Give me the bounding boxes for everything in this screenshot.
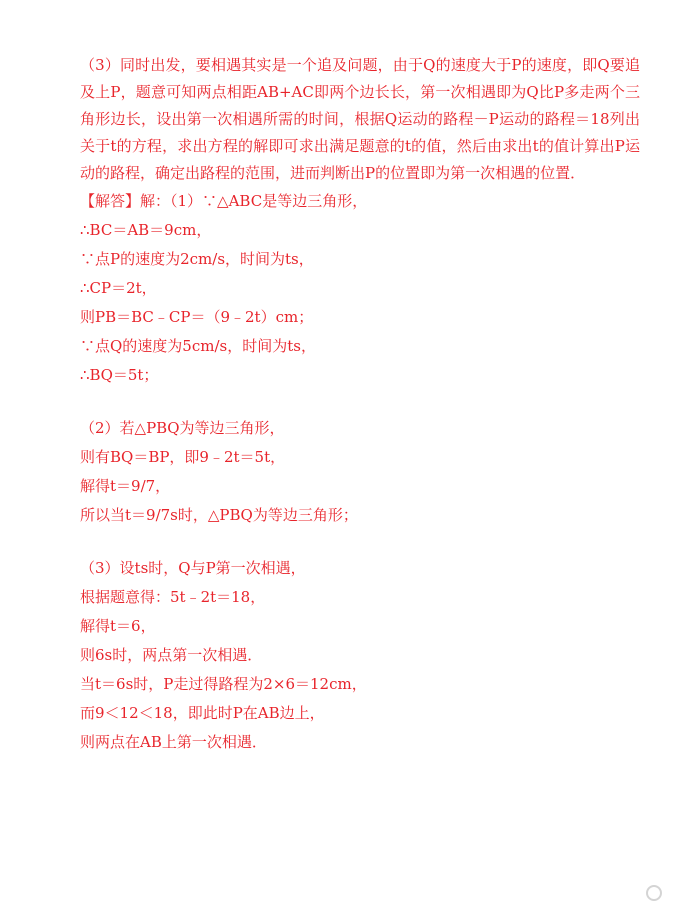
answer-section-2 — [80, 414, 640, 530]
answer-line: ∵点Q的速度为5cm/s，时间为ts， — [80, 337, 316, 355]
answer-line: ∴CP＝2t， — [80, 279, 157, 297]
answer-line: 则PB＝BC﹣CP＝（9﹣2t）cm； — [80, 308, 314, 326]
section-spacer — [80, 530, 640, 554]
answer-section-1 — [80, 187, 640, 390]
answer-line: 根据题意得：5t﹣2t＝18， — [80, 588, 266, 606]
section-spacer — [80, 390, 640, 414]
answer-line: 解得t＝6， — [80, 617, 156, 635]
answer-line: 则有BQ＝BP，即9﹣2t＝5t， — [80, 448, 286, 466]
answer-line: （3）设ts时，Q与P第一次相遇， — [80, 559, 306, 577]
answer-section-3 — [80, 554, 640, 757]
answer-line: ∴BC＝AB＝9cm， — [80, 221, 212, 239]
answer-line: 而9＜12＜18，即此时P在AB边上， — [80, 704, 325, 722]
answer-line: ∵点P的速度为2cm/s，时间为ts， — [80, 250, 314, 268]
solution-content — [80, 52, 640, 757]
answer-line: 当t＝6s时，P走过得路程为2×6＝12cm， — [80, 675, 367, 693]
watermark-logo-icon — [646, 885, 662, 901]
answer-line: 则两点在AB上第一次相遇． — [80, 733, 267, 751]
answer-line: 【解答】解：（1）∵△ABC是等边三角形， — [80, 192, 368, 210]
answer-line: 解得t＝9/7， — [80, 477, 171, 495]
answer-line: 则6s时，两点第一次相遇． — [80, 646, 263, 664]
analysis-paragraph: （3）同时出发，要相遇其实是一个追及问题，由于Q的速度大于P的速度，即Q要追及上P，题意可知两点相距AB+AC即两个边长长，第一次相遇即为Q比P多走两个三角形边长，设出第一次相遇所需的时间，根据Q运动的路程－P运动的路程＝18列出关于t的方程，求出方程的解即可求出满足题意的t的值，然后由求出t的值计算出P运动的路程，确定出路程的范围，进而判断出P的位置即为第一次相遇的位置． — [80, 56, 640, 182]
watermark — [646, 882, 662, 904]
answer-line: （2）若△PBQ为等边三角形， — [80, 419, 285, 437]
answer-line: ∴BQ＝5t； — [80, 366, 159, 384]
answer-line: 所以当t＝9/7s时，△PBQ为等边三角形； — [80, 506, 358, 524]
